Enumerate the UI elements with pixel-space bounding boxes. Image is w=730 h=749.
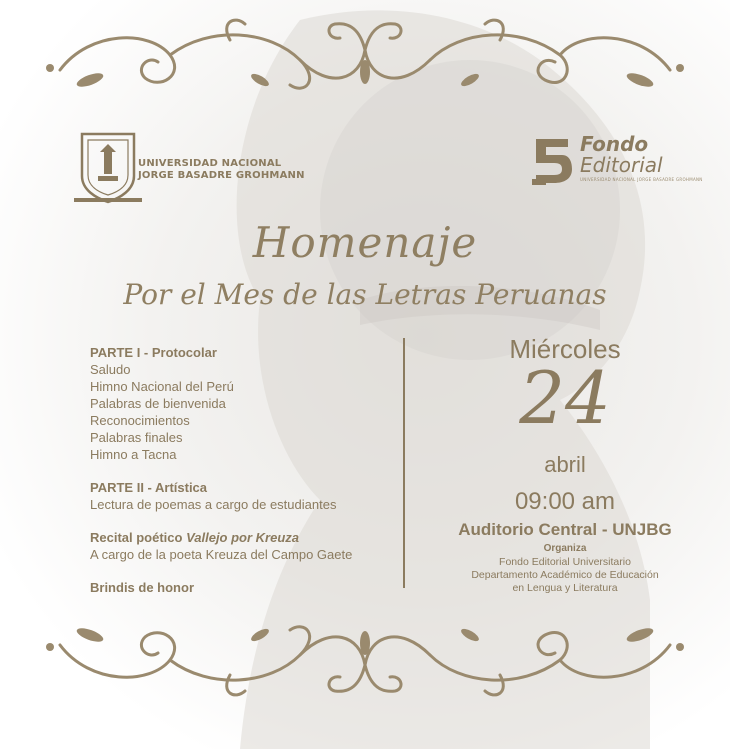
program-item: Himno Nacional del Perú xyxy=(90,379,234,394)
organizer-label: Organiza xyxy=(543,543,587,554)
recital-work: Vallejo por Kreuza xyxy=(186,530,300,545)
event-time: 09:00 am xyxy=(514,488,616,515)
fondo-editorial-logo-icon xyxy=(532,133,572,187)
poster-title: Homenaje xyxy=(252,218,478,267)
organizer-line: Departamento Académico de Educación xyxy=(471,569,659,581)
publisher-tagline: UNIVERSIDAD NACIONAL JORGE BASADRE GROHMANN xyxy=(580,177,703,182)
poster-subtitle: Por el Mes de las Letras Peruanas xyxy=(123,278,607,311)
program-item: Reconocimientos xyxy=(90,413,190,428)
program-list xyxy=(90,344,352,596)
program-item: Saludo xyxy=(90,362,131,377)
recital-detail: A cargo de la poeta Kreuza del Campo Gaete xyxy=(90,547,353,562)
event-venue: Auditorio Central - UNJBG xyxy=(458,520,672,539)
organizer-line: en Lengua y Literatura xyxy=(512,582,618,594)
publisher-name-line1: Fondo xyxy=(580,132,649,156)
organizer-line: Fondo Editorial Universitario xyxy=(499,556,631,568)
organizer-list xyxy=(420,556,710,595)
bottom-ornament xyxy=(30,615,700,705)
university-seal-icon xyxy=(70,128,146,204)
event-month: abril xyxy=(544,452,586,477)
recital-prefix: Recital poético xyxy=(90,530,187,545)
publisher-name-line2: Editorial xyxy=(580,153,663,177)
university-name-line1: UNIVERSIDAD NACIONAL xyxy=(138,158,282,169)
part1-heading: PARTE I - Protocolar xyxy=(90,345,217,360)
program-item: Palabras de bienvenida xyxy=(90,396,226,411)
recital-heading xyxy=(90,529,352,546)
top-ornament xyxy=(30,10,700,100)
university-name-line2: JORGE BASADRE GROHMANN xyxy=(138,170,305,181)
program-item: Palabras finales xyxy=(90,430,183,445)
program-item: Himno a Tacna xyxy=(90,447,177,462)
event-weekday: Miércoles xyxy=(509,334,621,364)
vertical-divider xyxy=(403,338,405,588)
part2-heading: PARTE II - Artística xyxy=(90,480,208,495)
closing-heading: Brindis de honor xyxy=(90,580,194,595)
event-day: 24 xyxy=(519,356,611,440)
program-item: Lectura de poemas a cargo de estudiantes xyxy=(90,497,337,512)
